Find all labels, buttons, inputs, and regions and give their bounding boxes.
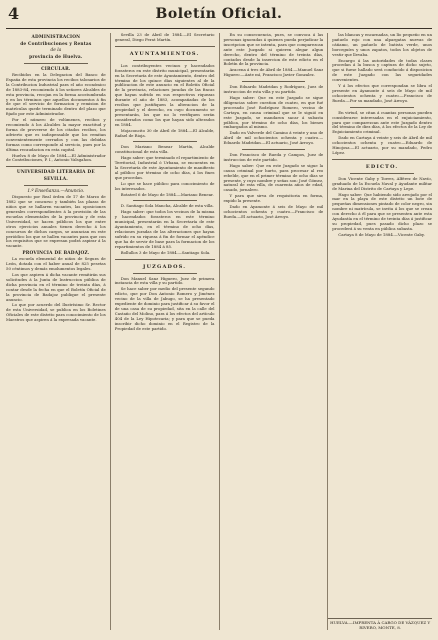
paragraph: Cartaya 8 de Mayo de 1884.—Vicente Gaby. xyxy=(338,231,425,237)
paragraph: Encargo á las autoridades de todas clases procedan á la busca y captura de dicho sujeto, que si fuese hallado será conducido á disposicion de este Juzgado con las seguridades convenientes. xyxy=(332,57,432,83)
paragraph: Lo que por acuerdo del Ilustrísimo Sr. Rector de esta Universidad, se publica en los Boletines Oficiales de este distrito para conocimiento de los Maestros que aspiren á la expresada vacante. xyxy=(6,302,106,323)
paragraph: Don Manuel Sanz Higuero, Juez de primera instancia de esta villa y su partido. xyxy=(114,275,215,286)
section-heading: ADMINISTRACION xyxy=(31,35,81,40)
paragraph: Huelva 8 de Mayo de 1884.—El Administrador de Contribuciones, P. I., Antonio Valsgahon. xyxy=(6,152,106,163)
paragraph: Hago saber: que terminado el repartimiento de Territorial, Industrial ó Urbana, se encuentra en la Secretaría de este Ayuntamiento de manifiesto al público por término de ocho días, á los fines que procedan. xyxy=(114,155,215,180)
paragraph: En virtud, se citan á cuantas personas pueden considerarse interesadas en el enjuiciamiento, para que comparezcan ante este Juzgado dentro del término de diez días, á los efectos de la Ley de Enjuiciamiento criminal. xyxy=(332,109,432,135)
paragraph: Sevilla 23 de Abril de 1884.—El Secretario general, Diego Ferat Martín. xyxy=(114,33,215,42)
paragraph: Se hace saber por medio del presente segundo edicto, que por Don Antonio Romero y Jiménez vecino de la villa de Jabugo, se ha presentado expediente de dominio para justificar á su favor el de una casa de su propiedad, sita en la calle del Castaño del Molino, para á los efectos del artículo 404 de la Ley Hipotecaria; y para que se pueda inscribir dicho dominio en el Registro de la Propiedad de este partido. xyxy=(114,286,215,331)
paragraph: Bollullos 3 de Mayo de 1884.—Santiago Sola. xyxy=(120,249,211,255)
paragraph: Por el número de volúmenes, recibos y recomiendo á los Alcaldes la mayor exactitud y forma de proveerse de los citados recibos, los advierto que es indispensable que los remitan convenientemente cerrados y con las debidas formas como corresponde al servicio, pues por la última recaudacion en esta capital. xyxy=(6,117,106,152)
divider xyxy=(350,173,414,174)
paragraph: Don Mariano Benear Martín, Alcalde constitucional de esta villa. xyxy=(114,144,215,155)
paragraph: Hago saber: Que en este Juzgado se sigue la causa criminal por hurto, para procesar al reo rebelde, que en el primer término de ocho días se presente, y cuyo nombre y señas son: José Gómez, natural de esta villa, de cuarenta años de edad, casado, jornalero. xyxy=(223,162,324,193)
column-4 xyxy=(327,33,432,630)
section-heading: EDICTO. xyxy=(365,163,399,170)
section-subheading: SEVILLA. xyxy=(43,177,68,183)
divider xyxy=(350,107,414,108)
paragraph: Dado en Ayamonte á seis de Mayo de mil ochocientos ochenta y cuatro.—Francisco de Rueda.—El actuario, José Arroyo. xyxy=(223,204,324,219)
paragraph: Dispuesto por Real órden de 17 de Marzo de 1882 que se concurso y también las plazas de niños que se hallaren vacantes, las oposiciones generales correspondientes á la provisión de las escuelas elementales de la provincia y de esta Universidad, se hacen públicos los que entre otros ejercicios anuales tienen derecho á los concursos de dichos cargos, se anuncian en este periódico los que se hallen vacantes para que con los requisitos que se expresan podrá aspirar á la vacante. xyxy=(6,194,106,249)
section-heading: AYUNTAMIENTOS. xyxy=(129,50,200,57)
paragraph: Recibidos en la Delegacion del Banco de España de esta provincia los recibos talonarios de la Contribucion Industrial para el año económico de 1883-84, recomiendo á los señores Alcaldes de esta provincia, recojan en la forma acostumbrada y en los términos que aquellos documentos á fin de que el servicio de formacion y remision de matrículas quede terminado dentro del plazo que fijado por este Administrador. xyxy=(6,72,106,117)
paragraph: Don Eduardo Madridan y Rodríguez, Juez de instruccion de esta villa y su partido. xyxy=(223,84,324,95)
imprint-footer: HUELVA.—IMPRENTA Á CARGO DE VÁZQUEZ Y RIVERO, MONTE, 8. xyxy=(330,620,431,630)
paragraph: Mojaconcito 30 de Abril de 1884.—El Alcalde, Rafael de Rioja. xyxy=(114,127,215,138)
section-heading: UNIVERSIDAD LITERARIA DE xyxy=(16,170,95,176)
divider xyxy=(24,185,88,186)
column-2 xyxy=(110,33,215,630)
paragraph: Dado en Valverde del Camino á veinte y uno de Abril de mil ochocientos ochenta y cuatro.—Eduardo Madridan.—El actuario, José Arroyo. xyxy=(223,130,324,146)
divider xyxy=(24,63,88,64)
paragraph: Don Vicente Gaby y Torres, Alférez de Navío, graduado de la Escuela Naval y Ayudante militar de Marina del Distrito de Cartaya y Lepe. xyxy=(332,175,432,191)
paragraph: D. Santiago Sola Mancha, Alcalde de esta villa. xyxy=(120,203,214,209)
divider xyxy=(133,200,197,201)
divider xyxy=(332,159,432,160)
section-heading: JUZGADOS. xyxy=(143,263,187,270)
paragraph: La escuela elemental de niños de Segura de León, dotada con el haber anual de 825 pesetas 50 céntimos y demás emolumentos legales. xyxy=(6,256,106,272)
section-subheading: provincia de Huelva. xyxy=(29,55,83,60)
paragraph: Los contribuyentes vecinos y hacendados forasteros en este distrito municipal, presentarán en la Secretaría de este Ayuntamiento, dentro del término de los quince días siguientes al de la publicacion de este anuncio en el Boletín Oficial de la provincia, relaciones juradas de las fincas que hayan sufrido en sus respectivos riquezas durante el año de 1883, acompañadas de los recibos que justifiquen la alteracion de la propiedad y el derecho, en cuyo documento se presentarán, los que no lo verifiquen serán considerados como los que hayan sido alterados en 1884. xyxy=(114,62,215,127)
circular-label: CIRCULAR. xyxy=(41,67,71,72)
section-subheading: 1.º Enseñanza.—Anuncio. xyxy=(27,189,85,195)
paragraph: En su consecuencia, pues, se convoca á las personas ignoradas á quienes pueda perjudicar la inscripcion que se intenta, para que comparezcan ante este Juzgado si quieren alegar algun derecho, dentro del término de treinta días, contados desde la insercion de este edicto en el Boletín de la provincia. xyxy=(223,33,324,67)
divider xyxy=(115,46,215,47)
paragraph: Hago saber: Que habiendo sido arrojado por el mar en la playa de este distrito un bote de pequeñas dimensiones pintado de color negro, sin nombre ni matrícula, se invita á los que se crean con derecho á él para que se presenten ante esta Ayudantía en el término de treinta días á justificar su propiedad, pues pasado dicho plazo se procederá á su venta en pública subasta. xyxy=(332,191,432,231)
paragraph: Botatrel 6 de Mayo de 1884.—Mariano Benear. xyxy=(120,191,214,197)
divider xyxy=(242,149,306,150)
paragraph: Lo que se hace público para conocimiento de los interesados. xyxy=(114,180,215,191)
paragraph: Aracena á tres de Abril de 1884.—Manuel Sanz Higuero.—Ante mí, Francisco Javier Gonzalez. xyxy=(223,67,324,78)
paragraph: Y á los efectos que correspondan se libra el presente en Ayamonte á seis de Mayo de mil ochocientos ochenta y cuatro.—Francisco de Rueda.—Por su mandado, José Arroyo. xyxy=(332,83,432,103)
page-title: Boletín Oficial. xyxy=(155,6,283,22)
section-subheading: de la xyxy=(50,48,62,53)
paragraph: las blancas y encarnadas, un lío pequeño en un pañuelo rojo con una alpargatas nuevas de cáñamo, un pañuelo de batista verde, unos borceguíes y unos zapatos, todos los objetos de vestir que llevaba. xyxy=(332,33,432,57)
paragraph: Hago saber: que todos los vecinos de la misma y hacendados forasteros en este término municipal, presentarán en la Secretaría de este Ayuntamiento, en el término de ocho días, relaciones juradas de las alteraciones que hayan sufrido en su riqueza á fin de formar el apéndice que ha de servir de base para la formacion de los repartimientos de 1884 á 85. xyxy=(114,209,215,249)
column-1 xyxy=(6,33,106,630)
section-heading: PROVINCIA DE BADAJOZ. xyxy=(22,251,90,257)
columns xyxy=(6,33,432,630)
divider xyxy=(133,141,197,142)
paragraph: Los que aspiren á dicha vacante remitirán sus solicitudes á la Junta de Instruccion pública de dicha provincia en el término de treinta días, á contar desde la fecha en que el Boletín Oficial de la provincia de Badajoz publique el presente anuncio. xyxy=(6,272,106,302)
page-header xyxy=(6,6,432,29)
paragraph: Y para que sirva de requisitoria en forma, expido la presente. xyxy=(223,193,324,204)
paragraph: Dado en Cartaya á veinte y seis de Abril de mil ochocientos ochenta y cuatro.—Eduardo de Hinojosa.—El actuario, por su mandado, Pedro López. xyxy=(332,135,432,155)
divider xyxy=(242,81,306,82)
divider xyxy=(6,166,106,167)
column-3 xyxy=(219,33,324,630)
paragraph: Don Francisco de Rueda y Campos, Juez de instruccion de este partido. xyxy=(223,152,324,162)
page-number: 4 xyxy=(8,4,20,23)
divider xyxy=(133,273,197,274)
divider xyxy=(115,259,215,260)
paragraph: Hago saber: Que en este Juzgado se sigue diligencias sobre cuestion de cuatro, en que fué procesado José Rodríguez Romero, vecino de Cartaya, en causa criminal que se le siguió en este Juzgado, se mandaron sacar á subasta pública, por término de ocho días, los bienes embargados al mismo. xyxy=(223,94,324,130)
divider xyxy=(133,60,197,61)
section-subheading: de Contribuciones y Rentas xyxy=(20,42,92,47)
